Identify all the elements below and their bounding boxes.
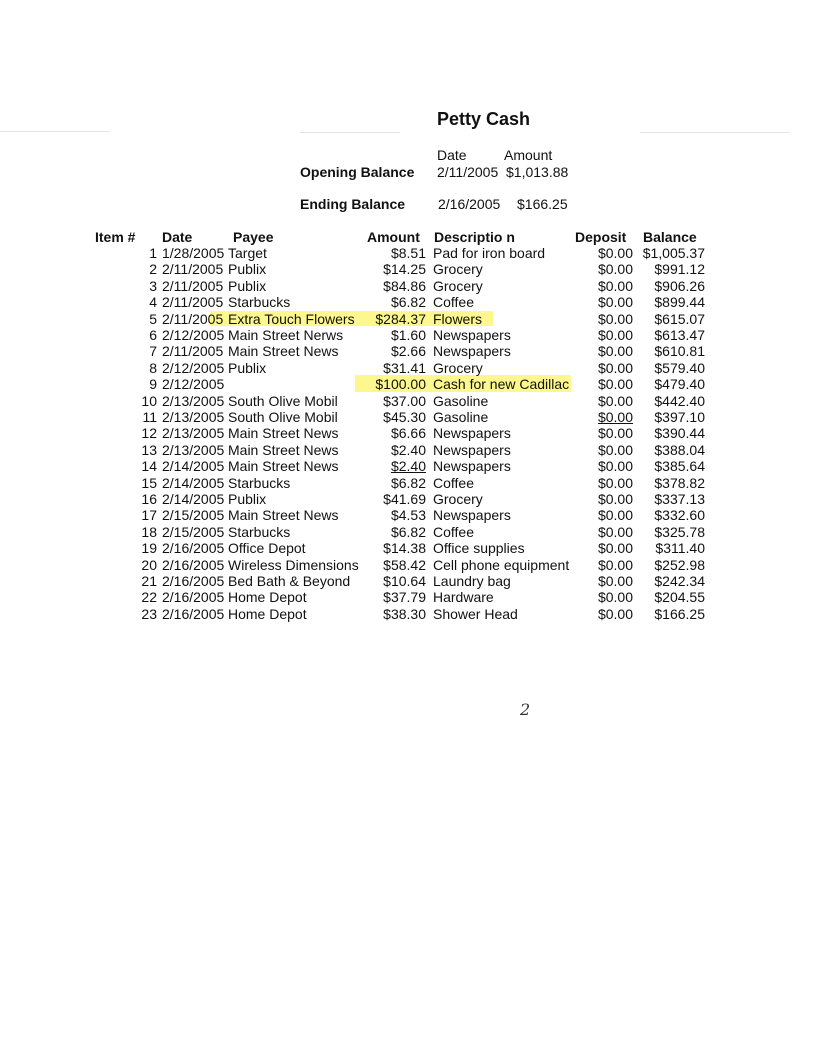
row-payee: Main Street Nerws [228,327,344,343]
row-payee: Home Depot [228,605,307,622]
row-payee: Publix [228,359,267,376]
row-balance: $442.40 [654,392,705,409]
row-deposit: $0.00 [597,425,633,442]
row-payee: Publix [228,261,267,278]
row-amount: $37.79 [383,589,426,606]
table-row [0,589,816,606]
row-amount: $100.00 [375,376,426,393]
ending-balance-amount: $166.25 [517,196,568,212]
row-description: Laundry bag [433,573,511,589]
opening-balance-amount: $1,013.88 [506,164,569,180]
row-amount: $6.82 [390,474,426,491]
row-item-number: 15 [141,474,157,491]
table-row [0,376,816,393]
page-title: Petty Cash [437,109,531,129]
table-row [0,360,816,377]
row-item-number: 6 [149,327,157,343]
row-description: Hardware [433,589,494,606]
row-item-number: 7 [149,343,157,360]
row-amount: $14.38 [383,540,426,557]
row-deposit: $0.00 [597,491,633,507]
row-deposit: $0.00 [597,556,633,573]
row-description: Newspapers [433,441,511,458]
row-date: 2/11/2005 [162,310,224,327]
row-date: 2/16/2005 [162,573,225,589]
row-payee: Publix [228,277,267,294]
row-description: Grocery [433,491,483,507]
row-payee: Main Street News [228,507,339,524]
row-payee: Home Depot [228,589,307,606]
row-description: Coffee [433,294,474,311]
row-amount: $2.40 [390,441,426,458]
row-balance: $579.40 [654,359,705,376]
row-date: 2/15/2005 [162,523,225,540]
row-description: Newspapers [433,327,511,343]
header-description: Descriptio n [434,229,515,245]
row-date: 2/13/2005 [162,441,225,458]
row-balance: $610.81 [654,343,705,360]
row-deposit: $0.00 [597,507,633,524]
row-payee: Main Street News [228,441,339,458]
row-amount: $45.30 [383,409,426,425]
row-date: 2/16/2005 [162,605,225,622]
row-amount: $41.69 [383,491,426,507]
row-item-number: 14 [141,458,157,475]
row-description: Gasoline [433,409,489,425]
row-amount: $4.53 [390,507,426,524]
row-date: 2/16/2005 [162,540,225,557]
row-amount: $6.66 [390,425,426,442]
row-date: 2/11/2005 [162,261,224,278]
row-amount: $37.00 [383,392,426,409]
row-item-number: 3 [149,277,157,294]
row-description: Newspapers [433,458,511,475]
row-deposit: $0.00 [597,261,633,278]
row-description: Grocery [433,261,483,278]
row-amount: $1.60 [390,327,426,343]
row-deposit: $0.00 [597,523,633,540]
row-deposit: $0.00 [597,245,633,261]
table-row [0,491,816,508]
table-row [0,507,816,524]
header-date: Date [162,229,193,245]
row-deposit: $0.00 [597,474,633,491]
row-item-number: 17 [141,507,157,524]
row-balance: $378.82 [654,474,705,491]
row-balance: $388.04 [654,441,705,458]
opening-balance-date: 2/11/2005 [437,164,499,180]
row-amount: $8.51 [390,245,426,261]
row-balance: $311.40 [655,540,705,557]
row-amount: $2.66 [390,343,426,360]
row-date: 2/13/2005 [162,425,225,442]
page-number-mark: 2 [520,700,531,719]
row-deposit: $0.00 [597,343,633,360]
row-amount: $6.82 [390,294,426,311]
row-item-number: 16 [141,491,157,507]
row-amount: $10.64 [383,573,426,589]
row-balance: $204.55 [654,589,705,606]
row-description: Cell phone equipment [433,556,570,573]
row-description: Flowers [433,310,483,327]
row-deposit: $0.00 [597,359,633,376]
row-payee: Main Street News [228,425,339,442]
opening-balance-label: Opening Balance [300,164,415,180]
row-payee: Publix [228,491,267,507]
row-deposit: $0.00 [597,277,633,294]
row-balance: $332.60 [654,507,705,524]
row-date: 2/16/2005 [162,589,225,606]
row-item-number: 12 [141,425,157,442]
table-row [0,458,816,475]
row-description: Office supplies [433,540,525,557]
header-balance: Balance [643,229,697,245]
row-deposit: $0.00 [597,294,633,311]
row-deposit: $0.00 [597,605,633,622]
row-item-number: 19 [141,540,157,557]
row-amount: $284.37 [375,310,426,327]
row-item-number: 22 [141,589,157,606]
row-deposit: $0.00 [597,392,633,409]
row-balance: $166.25 [654,605,705,622]
row-date: 2/16/2005 [162,556,225,573]
row-balance: $906.26 [654,277,705,294]
table-row [0,245,816,262]
row-description: Newspapers [433,507,511,524]
row-date: 2/12/2005 [162,359,225,376]
row-date: 2/14/2005 [162,474,225,491]
table-row [0,475,816,492]
row-item-number: 18 [141,523,157,540]
row-description: Coffee [433,474,474,491]
row-description: Newspapers [433,343,511,360]
header-amount: Amount [367,229,420,245]
scan-smudge-mid [300,132,400,133]
table-row [0,393,816,410]
row-payee: Office Depot [228,540,306,557]
row-item-number: 13 [141,441,157,458]
row-payee: Wireless Dimensions [228,556,359,573]
row-balance: $899.44 [654,294,705,311]
row-item-number: 9 [149,376,157,393]
row-amount: $84.86 [383,277,426,294]
row-balance: $397.10 [654,409,705,425]
row-item-number: 10 [141,392,157,409]
row-description: Pad for iron board [433,245,546,261]
table-row [0,343,816,360]
row-deposit: $0.00 [597,441,633,458]
row-description: Gasoline [433,392,489,409]
row-date: 2/11/2005 [162,294,224,311]
row-date: 2/15/2005 [162,507,225,524]
row-payee: Bed Bath & Beyond [228,573,351,589]
row-payee: Starbucks [228,474,291,491]
table-row [0,311,816,328]
table-row [0,540,816,557]
row-description: Shower Head [433,605,518,622]
scan-smudge-left [0,131,110,132]
table-row [0,261,816,278]
table-row [0,557,816,574]
scan-smudge-right [640,132,790,133]
row-balance: $385.64 [654,458,705,475]
row-deposit: $0.00 [597,327,633,343]
row-balance: $613.47 [654,327,705,343]
table-row [0,327,816,344]
table-row [0,606,816,623]
row-amount: $14.25 [383,261,426,278]
row-balance: $390.44 [654,425,705,442]
row-payee: South Olive Mobil [228,392,338,409]
row-item-number: 23 [141,605,157,622]
row-balance: $1,005.37 [642,245,705,261]
header-payee: Payee [233,229,274,245]
table-row [0,409,816,426]
row-description: Grocery [433,277,483,294]
row-payee: Main Street News [228,458,339,475]
row-deposit: $0.00 [597,458,633,475]
table-row [0,425,816,442]
ending-balance-date: 2/16/2005 [438,196,501,212]
row-description: Coffee [433,523,474,540]
row-balance: $615.07 [654,310,705,327]
row-deposit: $0.00 [597,376,633,393]
row-payee: Starbucks [228,294,291,311]
row-payee: Main Street News [228,343,339,360]
row-date: 2/13/2005 [162,409,225,425]
ending-balance-label: Ending Balance [300,196,406,212]
table-row [0,524,816,541]
summary-amount-header: Amount [504,147,553,163]
row-balance: $991.12 [654,261,705,278]
table-row [0,442,816,459]
row-balance: $252.98 [654,556,705,573]
row-item-number: 8 [149,359,157,376]
row-item-number: 20 [141,556,157,573]
row-date: 2/14/2005 [162,491,225,507]
row-description: Grocery [433,359,483,376]
row-balance: $242.34 [654,573,705,589]
row-item-number: 5 [149,310,157,327]
row-payee: Extra Touch Flowers [228,310,355,327]
row-date: 2/12/2005 [162,376,225,393]
row-item-number: 1 [149,245,157,261]
table-row [0,294,816,311]
row-date: 2/12/2005 [162,327,225,343]
row-date: 1/28/2005 [162,245,225,261]
row-deposit: $0.00 [597,310,633,327]
row-item-number: 4 [149,294,157,311]
row-date: 2/11/2005 [162,343,224,360]
row-balance: $479.40 [654,376,705,393]
row-date: 2/13/2005 [162,392,225,409]
header-item: Item # [95,229,136,245]
row-deposit: $0.00 [597,540,633,557]
row-balance: $325.78 [654,523,705,540]
row-amount: $38.30 [383,605,426,622]
row-payee: South Olive Mobil [228,409,338,425]
row-amount: $6.82 [390,523,426,540]
row-date: 2/11/2005 [162,277,224,294]
summary-date-header: Date [437,147,467,163]
row-item-number: 2 [149,261,157,278]
header-deposit: Deposit [575,229,627,245]
row-amount: $58.42 [383,556,426,573]
row-description: Newspapers [433,425,511,442]
row-date: 2/14/2005 [162,458,225,475]
table-row [0,278,816,295]
row-item-number: 21 [141,573,157,589]
row-balance: $337.13 [654,491,705,507]
row-payee: Starbucks [228,523,291,540]
row-description: Cash for new Cadillac [433,376,570,393]
row-amount: $31.41 [383,359,426,376]
row-payee: Target [228,245,267,261]
row-amount: $2.40 [390,458,426,475]
row-deposit: $0.00 [597,409,633,425]
row-deposit: $0.00 [597,573,633,589]
table-row [0,573,816,590]
row-deposit: $0.00 [597,589,633,606]
row-item-number: 11 [142,409,157,425]
